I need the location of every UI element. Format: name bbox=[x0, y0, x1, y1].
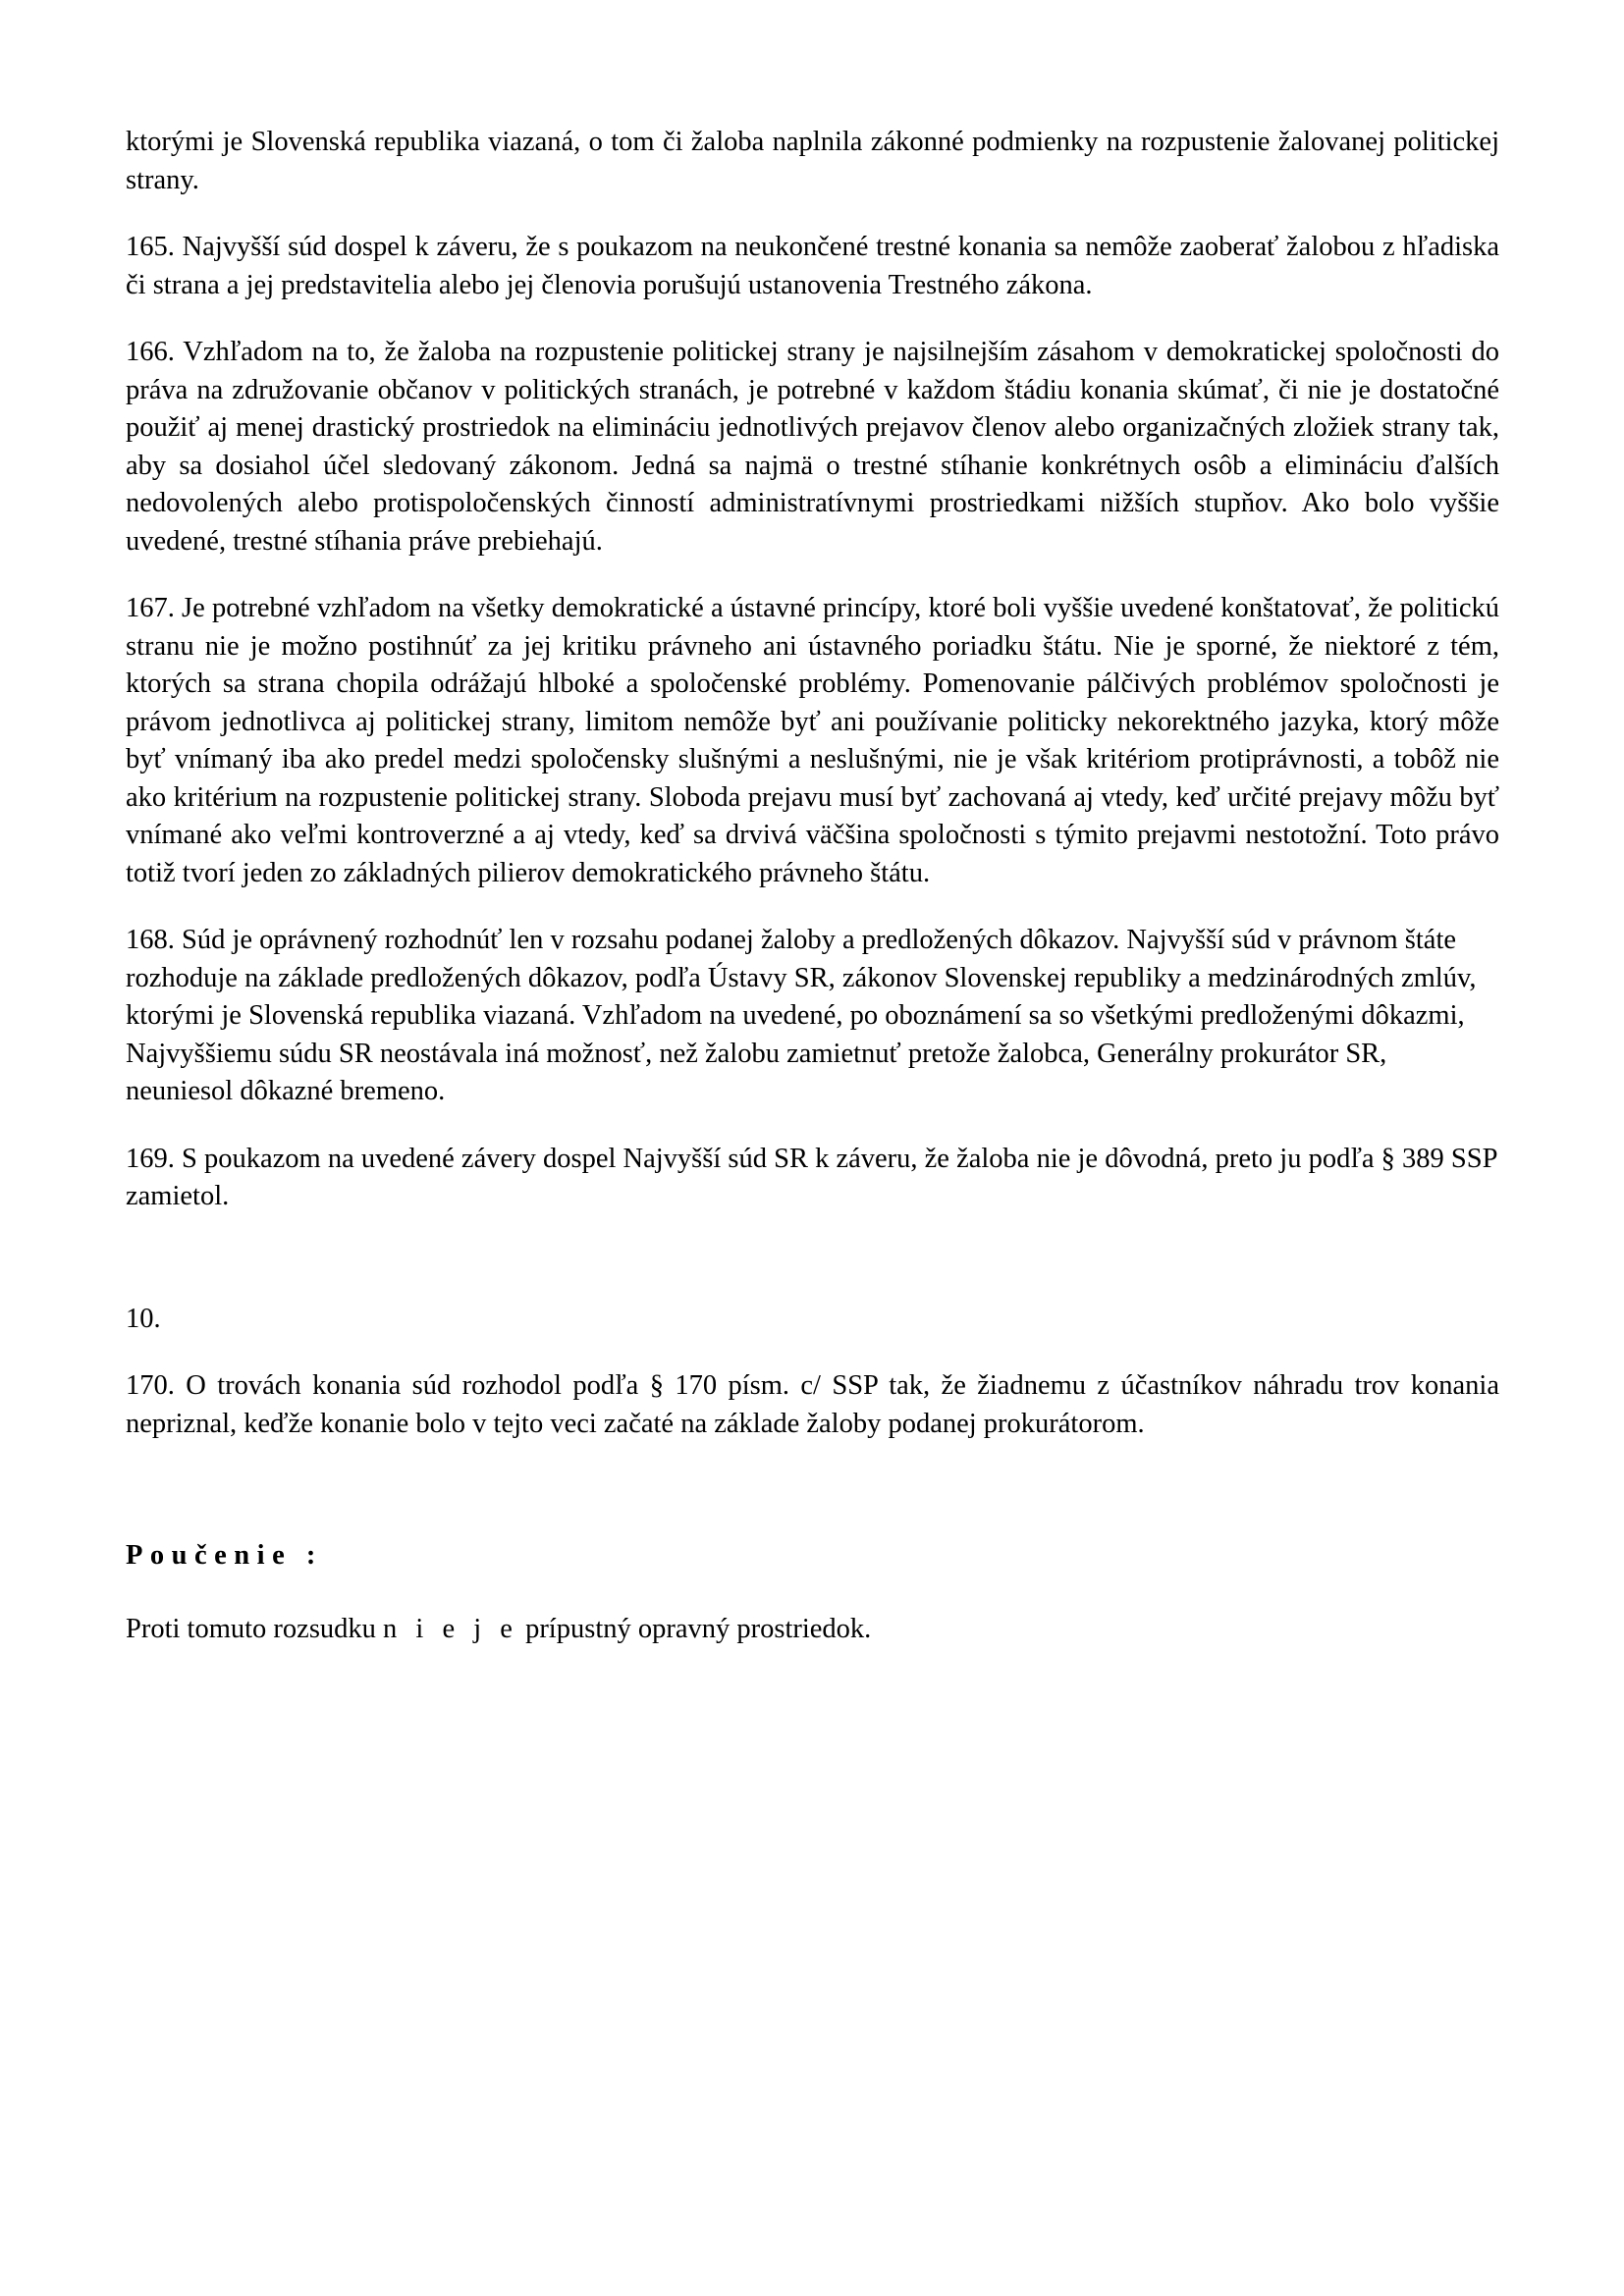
paragraph-166: 166. Vzhľadom na to, že žaloba na rozpustenie politickej strany je najsilnejším zásahom v demokratickej spoločnosti do práva na združovanie občanov v politických stranách, je potrebné v každom štádiu konania skúmať, či nie je dostatočné použiť aj menej drastický prostriedok na elimináciu jednotlivých prejavov členov alebo organizačných zložiek strany tak, aby sa dosiahol účel sledovaný zákonom. Jedná sa najmä o trestné stíhanie konkrétnych osôb a elimináciu ďalších nedovolených alebo protispoločenských činností administratívnymi prostriedkami nižších stupňov. Ako bolo vyššie uvedené, trestné stíhania práve prebiehajú. bbox=[126, 337, 1499, 557]
paragraph-165: 165. Najvyšší súd dospel k záveru, že s poukazom na neukončené trestné konania sa nemôže zaoberať žalobou z hľadiska či strana a jej predstavitelia alebo jej členovia porušujú ustanovenia Trestného zákona. bbox=[126, 232, 1499, 300]
instruction-text-suffix: prípustný opravný prostriedok. bbox=[517, 1613, 872, 1644]
paragraph-169: 169. S poukazom na uvedené závery dospel Najvyšší súd SR k záveru, že žaloba nie je dôvodná, preto ju podľa § 389 SSP zamietol. bbox=[126, 1143, 1497, 1211]
page-text-body bbox=[126, 124, 1499, 1648]
section-number-10: 10. bbox=[126, 1303, 161, 1334]
paragraph-168: 168. Súd je oprávnený rozhodnúť len v rozsahu podanej žaloby a predložených dôkazov. Najvyšší súd v právnom štáte rozhoduje na základe predložených dôkazov, podľa Ústavy SR, zákonov Slovenskej republiky a medzinárodných zmlúv, ktorými je Slovenská republika viazaná. Vzhľadom na uvedené, po oboznámení sa so všetkými predloženými dôkazmi, Najvyššiemu súdu SR neostávala iná možnosť, než žalobu zamietnuť pretože žalobca, Generálny prokurátor SR, neuniesol dôkazné bremeno. bbox=[126, 925, 1477, 1106]
instruction-spacer bbox=[126, 1472, 1499, 1527]
section-spacer bbox=[126, 1246, 1499, 1301]
paragraph-170: 170. O trovách konania súd rozhodol podľa § 170 písm. c/ SSP tak, že žiadnemu z účastníkov náhradu trov konania nepriznal, keďže konanie bolo v tejto veci začaté na základe žaloby podanej prokurátorom. bbox=[126, 1370, 1499, 1439]
paragraph-167: 167. Je potrebné vzhľadom na všetky demokratické a ústavné princípy, ktoré boli vyššie uvedené konštatovať, že politickú stranu nie je možno postihnúť za jej kritiku právneho ani ústavného poriadku štátu. Nie je sporné, že niektoré z tém, ktorých sa strana chopila odrážajú hlboké a spoločenské problémy. Pomenovanie pálčivých problémov spoločnosti je právom jednotlivca aj politickej strany, limitom nemôže byť ani používanie politicky nekorektného jazyka, ktorý môže byť vnímaný iba ako predel medzi spoločensky slušnými a neslušnými, nie je však kritériom protiprávnosti, a tobôž nie ako kritérium na rozpustenie politickej strany. Sloboda prejavu musí byť zachovaná aj vtedy, keď určité prejavy môžu byť vnímané ako veľmi kontroverzné a aj vtedy, keď sa drvivá väčšina spoločnosti s týmito prejavmi nestotožní. Toto právo totiž tvorí jeden zo základných pilierov demokratického právneho štátu. bbox=[126, 593, 1499, 888]
instruction-text-emphasis: n i e j e bbox=[383, 1613, 518, 1644]
continued-paragraph: ktorými je Slovenská republika viazaná, o tom či žaloba naplnila zákonné podmienky na rozpustenie žalovanej politickej strany. bbox=[126, 127, 1499, 195]
instruction-heading: Poučenie : bbox=[126, 1540, 323, 1571]
instruction-text-prefix: Proti tomuto rozsudku bbox=[126, 1613, 384, 1644]
instruction-spacer-small bbox=[126, 1527, 1499, 1537]
instruction-text bbox=[126, 1611, 1499, 1649]
